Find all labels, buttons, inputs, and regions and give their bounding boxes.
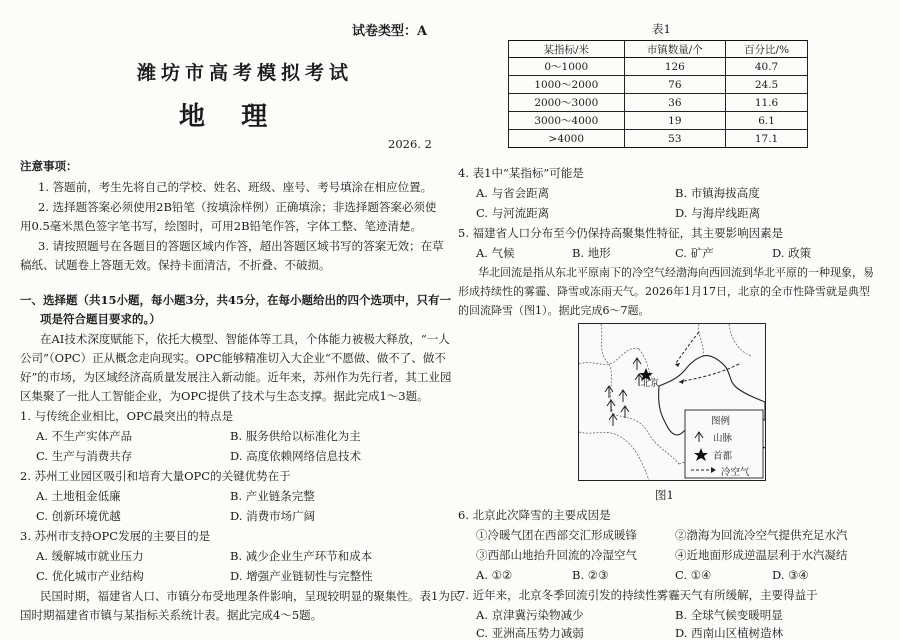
option: A. 土地租金低廉 <box>36 489 121 503</box>
option: D. 增强产业链韧性与完整性 <box>230 569 373 583</box>
table-cell: 53 <box>624 130 726 148</box>
table-header-cell: 市镇数量/个 <box>624 41 726 58</box>
question-stem: 6. 北京此次降雪的主要成因是 <box>458 508 611 522</box>
passage-line: 在AI技术深度赋能下，依托大模型、智能体等工具，个体能力被极大释放，“一人 <box>40 332 450 346</box>
table-cell: 126 <box>624 58 726 76</box>
option: D. 高度依赖网络信息技术 <box>230 449 362 463</box>
option: A. 缓解城市就业压力 <box>36 549 144 563</box>
table-row <box>509 76 808 94</box>
notice-item: 稿纸、试题卷上答题无效。保持卡面清洁，不折叠、不破损。 <box>20 258 331 272</box>
notice-item: 2. 选择题答案必须使用2B铅笔（按填涂样例）正确填涂；非选择题答案必须使 <box>38 200 437 214</box>
legend-title: 图例 <box>711 416 731 427</box>
option: B. ②③ <box>572 568 609 582</box>
option: C. 生产与消费共存 <box>36 449 133 463</box>
option: A. 与省会距离 <box>476 186 550 200</box>
option: D. ③④ <box>772 568 809 582</box>
legend-mountain-label: 山脉 <box>713 433 733 444</box>
option: B. 市镇海拔高度 <box>675 186 760 200</box>
statement: ①冷暖气团在西部交汇形成暖锋 <box>476 528 637 542</box>
option: D. 政策 <box>772 246 812 260</box>
statement: ②渤海为回流冷空气提供充足水汽 <box>675 528 848 542</box>
option: A. 不生产实体产品 <box>36 429 133 443</box>
table-cell: 17.1 <box>726 130 808 148</box>
passage-line: 好”的市场，为区域经济高质量发展注入新动能。近年来，苏州作为先行者，其工业园 <box>20 370 452 384</box>
statement: ③西部山地抬升回流的冷湿空气 <box>476 548 637 562</box>
table-cell: 19 <box>624 112 726 130</box>
table-cell: 0～1000 <box>509 58 625 76</box>
option: C. 矿产 <box>675 246 714 260</box>
option: C. 亚洲高压势力减弱 <box>476 626 584 640</box>
figure-caption: 图1 <box>655 488 674 502</box>
passage-line: 民国时期，福建省人口、市镇分布受地理条件影响，呈现较明显的聚集性。表1为民 <box>40 589 462 603</box>
passage-line: 形成持续性的雾霾、降雪或冻雨天气。2026年1月17日，北京的全市性降雪就是典型 <box>458 285 870 298</box>
subject-title: 地 理 <box>179 102 268 132</box>
notice-item: 用0.5毫米黑色签字笔书写，绘图时，可用2B铅笔作答，字体工整、笔迹清楚。 <box>20 219 423 233</box>
option: B. 全球气候变暖明显 <box>675 608 783 622</box>
notice-item: 1. 答题前，考生先将自己的学校、姓名、班级、座号、考号填涂在相应位置。 <box>38 180 433 194</box>
question-stem: 5. 福建省人口分布至今仍保持高聚集性特征，其主要影响因素是 <box>458 226 784 240</box>
table-cell: 6.1 <box>726 112 808 130</box>
table-caption: 表1 <box>652 22 671 36</box>
table-cell: 24.5 <box>726 76 808 94</box>
question-stem: 1. 与传统企业相比，OPC最突出的特点是 <box>20 409 234 423</box>
exam-title: 潍坊市高考模拟考试 <box>137 62 354 84</box>
option: B. 产业链条完整 <box>230 489 315 503</box>
passage-line: 华北回流是指从东北平原南下的冷空气经渤海向西回流到华北平原的一种现象，易 <box>478 266 874 279</box>
passage-line: 区集聚了一批人工智能企业，为OPC提供了技术与生态支撑。据此完成1～3题。 <box>20 389 429 403</box>
passage-line: 的回流降雪（图1）。据此完成6～7题。 <box>458 304 650 317</box>
question-stem: 3. 苏州市支持OPC发展的主要目的是 <box>20 529 211 543</box>
table-cell: 2000～3000 <box>509 94 625 112</box>
option: B. 减少企业生产环节和成本 <box>230 549 373 563</box>
legend-cold-air-label: 冷空气 <box>721 467 750 478</box>
option: A. ①② <box>476 568 513 582</box>
question-stem: 7. 近年来，北京冬季回流引发的持续性雾霾天气有所缓解，主要得益于 <box>458 588 818 602</box>
table-1 <box>508 40 808 148</box>
question-stem: 2. 苏州工业园区吸引和培育大量OPC的关键优势在于 <box>20 469 291 483</box>
option: B. 服务供给以标准化为主 <box>230 429 361 443</box>
table-row <box>509 94 808 112</box>
map-drawing <box>579 324 765 480</box>
statement: ④近地面形成逆温层利于水汽凝结 <box>675 548 848 562</box>
exam-date: 2026. 2 <box>388 137 432 151</box>
option: C. ①④ <box>675 568 712 582</box>
option: A. 京津冀污染物减少 <box>476 608 584 622</box>
option: D. 与海岸线距离 <box>675 206 761 220</box>
table-row <box>509 112 808 130</box>
table-cell: 40.7 <box>726 58 808 76</box>
table-header-cell: 百分比/% <box>726 41 808 58</box>
notice-item: 3. 请按照题号在各题目的答题区域内作答，超出答题区域书写的答案无效；在草 <box>38 239 444 253</box>
table-cell: 3000～4000 <box>509 112 625 130</box>
table-cell: 36 <box>624 94 726 112</box>
table-cell: 1000～2000 <box>509 76 625 94</box>
table-row <box>509 58 808 76</box>
table-row <box>509 130 808 148</box>
option: B. 地形 <box>572 246 611 260</box>
paper-type: 试卷类型：A <box>352 24 428 39</box>
table-header-row <box>509 41 808 58</box>
table-cell: 11.6 <box>726 94 808 112</box>
legend-capital-label: 首都 <box>713 451 733 462</box>
figure-1-map <box>578 323 766 481</box>
passage-line: 国时期福建省市镇与某指标关系统计表。据此完成4～5题。 <box>20 608 323 622</box>
table-cell: 76 <box>624 76 726 94</box>
city-label: 北京 <box>641 379 660 389</box>
notice-title: 注意事项： <box>20 159 78 173</box>
option: D. 西南山区植树造林 <box>675 626 784 640</box>
option: C. 与河流距离 <box>476 206 550 220</box>
option: C. 优化城市产业结构 <box>36 569 144 583</box>
section-title-cont: 项是符合题目要求的。） <box>40 312 161 326</box>
section-title: 一、选择题（共15小题，每小题3分，共45分，在每小题给出的四个选项中，只有一 <box>20 293 452 307</box>
table-header-cell: 某指标/米 <box>509 41 625 58</box>
option: D. 消费市场广阔 <box>230 509 316 523</box>
table-cell: >4000 <box>509 130 625 148</box>
question-stem: 4. 表1中“某指标”可能是 <box>458 166 584 180</box>
option: C. 创新环境优越 <box>36 509 121 523</box>
passage-line: 公司”（OPC）正从概念走向现实。OPC能够精准切入大企业“不愿做、做不了、做不 <box>20 351 446 365</box>
option: A. 气候 <box>476 246 515 260</box>
